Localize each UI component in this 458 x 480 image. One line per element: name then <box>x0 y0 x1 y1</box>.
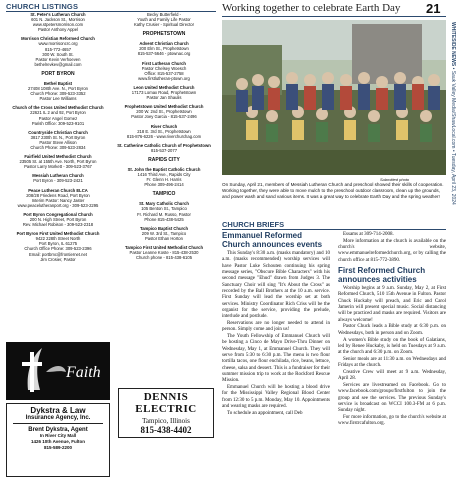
church-detail: Office: 815-537-2758 <box>144 70 184 76</box>
church-entry <box>6 36 110 67</box>
brief-paragraph: Pastor Chuck leads a Bible study at 6:30 p.m. on Wednesdays, both in person and on Zoom. <box>338 324 446 336</box>
side-folio-paper: WHITESIDE NEWS <box>450 22 456 67</box>
church-name: Bethel Baptist <box>43 80 73 86</box>
photo-caption: On Sunday, April 21, members of Messiah Lutheran Church and preschool showed their skills of cooperation. Working together, they were able to move mulch to the preschool outdoor classroom, clean up the grounds, and power wash and sand various items. It was a great way to celebrate Earth Day and the spring weather! <box>222 182 444 199</box>
church-name: Advent Christian Church <box>139 41 189 47</box>
church-detail: www.stpetersmorrison.com <box>32 22 84 28</box>
church-name: Port Byron Congregational Church <box>23 211 93 217</box>
church-entry <box>6 105 110 125</box>
church-name: Prophetstown United Methodist Church <box>124 104 204 110</box>
dennis-name-line1: DENNIS <box>143 391 189 403</box>
dykstra-law-ad <box>6 403 110 477</box>
dykstra-address: 1426 10th Avenue, Fulton <box>31 439 85 444</box>
brief-paragraph: Services are livestreamed on Facebook. Go to www.facebook.com/groups/firstfulton to join the group and see the services. The previous Sunday's service is broadcast on WCCI 100.3-FM at 6 p.m. Sunday night. <box>338 383 446 414</box>
brief-paragraph: Essams at 309-714-2008. <box>343 232 394 237</box>
church-detail: Pastor Steve Allison <box>39 139 77 145</box>
church-detail: Fr. Glenn H. Harris <box>146 177 182 183</box>
town-heading: RAPIDS CITY <box>148 156 180 163</box>
page-number: 21 <box>426 1 441 16</box>
church-entry <box>112 61 216 81</box>
brief-paragraph: A women's Bible study on the book of Galatians, led by Renee Huckaby, is held on Tuesdays at 9 a.m. at the church and 6:30 p.m. on Zoom. <box>338 337 446 356</box>
church-name: River Church <box>150 123 178 129</box>
emmanuel-headline: Emmanuel Reformed Church announces events <box>222 231 323 249</box>
church-detail: 200 W. 2nd St., Prophetstown <box>136 109 192 115</box>
church-detail: Pastor Jan Shaulis <box>146 95 182 101</box>
church-detail: Youth and Family Life Pastor <box>137 17 191 23</box>
listings-column-1 <box>6 12 110 266</box>
church-detail: 17173 Lomax Road, Prophetstown <box>131 90 197 96</box>
church-detail: 218 E. 3rd St., Prophetstown <box>137 128 191 134</box>
church-name: Tampico First United Methodist Church <box>124 245 204 250</box>
church-detail: 22621 IL 2 and 92, Port Byron <box>30 110 86 116</box>
first-reformed-body <box>338 286 446 428</box>
brief-paragraph: Senior meals are at 11:30 a.m. on Wednesdays and Fridays at the church. <box>338 356 446 369</box>
church-entry <box>6 231 110 262</box>
church-detail: www.morrisoncrc.org <box>38 41 78 47</box>
church-detail: 300 W. South St. <box>42 51 74 57</box>
church-name: St. Peter's Lutheran Church <box>30 12 86 17</box>
church-detail: www.firstlutheran-ptown.org <box>138 75 190 81</box>
briefs-column-1 <box>222 232 330 417</box>
church-detail: Parish Office: 309-523-9101 <box>31 120 85 126</box>
church-name: Port Byron First United Methodist Church <box>16 231 100 237</box>
church-detail: Interim Pastor: Nancy Jaster <box>31 197 85 203</box>
church-detail: Church phone - 815-438-6105 <box>135 255 193 261</box>
church-detail: Fr. Richard M. Russo, Pastor <box>137 211 191 217</box>
dykstra-phone: 815-589-2200 <box>43 445 73 450</box>
church-detail: 209 W. 3rd St., Tampico <box>141 230 187 236</box>
dennis-name-line2: ELECTRIC <box>135 403 197 415</box>
dykstra-tagline: In River City Mall <box>39 433 77 438</box>
page-title: Working together to celebrate Earth Day <box>222 2 401 14</box>
faith-ad <box>6 342 110 400</box>
brief-paragraph: The Youth Fellowship of Emmanuel Church will be hosting a Cinco de Mayo Drive-Thru Dinner on Wednesday, May 1, at Emmanuel Church. They will serve from 5:30 to 6:30 p.m. The menu is two flour tortilla tacos, one flour enchilada, rice, beans, lettuce, cheese, salsa and dessert. This is a fundraiser for their summer mission trip to work at the Rockford Rescue Mission. <box>222 334 330 384</box>
photo-credit: Submitted photo <box>380 177 410 182</box>
brief-paragraph: Creative Crew will meet at 9 a.m. Wednesday, April 28. <box>338 370 446 382</box>
header-rule <box>222 16 446 17</box>
church-detail: Pastor Kevin Verhoeven <box>35 56 81 62</box>
church-name: Leon United Methodist Church <box>133 84 195 90</box>
church-entry <box>6 188 110 208</box>
brief-paragraph: For more information, go to the church's website at www.firstrcafulton.org. <box>338 415 446 427</box>
church-name: St. Catherine Catholic Church of Prophetstown <box>117 142 211 148</box>
church-detail: 1416 Third Ave., Rapids City <box>137 172 191 178</box>
brief-paragraph: To schedule an appointment, call Deb <box>227 410 303 416</box>
church-detail: 815-537-5646 - ptownac.org <box>137 51 191 57</box>
church-name: Messiah Lutheran Church <box>32 173 84 179</box>
church-detail: Pastor Lee Williams <box>39 96 77 102</box>
church-entry <box>112 167 216 187</box>
dennis-phone: 815-438-4402 <box>140 425 192 435</box>
town-heading: PROPHETSTOWN <box>142 31 186 38</box>
side-folio-rest: • Sauk Valley Media/ShawLocal.com • Tuesday, April 23, 2024 <box>450 67 456 205</box>
church-name: Morrison Christian Reformed Church <box>21 36 95 42</box>
briefs-column-2 <box>338 232 446 428</box>
church-detail: Pastor Leanne Koste - 815-438-2530 <box>129 250 199 256</box>
church-entry <box>112 85 216 100</box>
dennis-electric-ad <box>118 388 214 438</box>
church-entry <box>6 12 110 32</box>
church-detail: Jim Crosier, Pastor <box>40 256 76 262</box>
church-name: St. John the Baptist Catholic Church <box>127 166 201 172</box>
dykstra-subtitle: Insurance Agency, Inc. <box>25 415 91 421</box>
church-detail: Port Byron, IL 61275 <box>38 241 78 247</box>
church-detail: 200 N. High Street, Port Byron <box>29 217 87 222</box>
church-detail: Phone 309-496-2414 <box>144 182 184 188</box>
side-folio <box>450 22 456 205</box>
church-entry <box>6 212 110 227</box>
church-detail: Pastor Angel Gomez <box>38 115 78 121</box>
brief-paragraph: Worship begins at 9 a.m. Sunday, May 2, at First Reformed Church, 510 15th Avenue in Fulton. Pastor Chuck Huckaby will preach, and Eric and Carol Jamerin will present special music. Social distancing will be practiced and masks are required. Visitors are always welcome! <box>338 286 446 323</box>
church-detail: Church Office Phone: 309-523-2396 <box>24 246 92 252</box>
faith-ad-word: Faith <box>66 364 101 381</box>
emmanuel-continued <box>338 232 446 264</box>
church-entry <box>112 226 216 241</box>
church-entry <box>6 173 110 183</box>
church-entry <box>112 143 216 153</box>
church-detail: 815-537-2077 <box>150 147 178 153</box>
church-detail: Church Phone: 309-523-3352 <box>30 91 86 97</box>
church-detail: Port Byron - 309-523-2421 <box>33 178 83 184</box>
group-photo-image <box>222 20 446 175</box>
church-name: First Lutheran Church <box>142 60 186 66</box>
church-detail: 815-876-6226 - www.riverchurchag.com <box>126 133 202 139</box>
church-detail: 23505 St. at 155th Ave. North, Port Byron <box>19 159 97 165</box>
church-detail: 9422 228th Street North <box>35 236 81 242</box>
church-detail: 3817 230th St. N., Port Byron <box>30 134 86 140</box>
church-detail: Email: portbmc@frontiernet.net <box>28 251 87 257</box>
town-heading: PORT BYRON <box>41 70 75 77</box>
dykstra-agent: Brent Dykstra, Agent <box>28 427 88 433</box>
church-name: Countryside Christian Church <box>28 129 88 135</box>
brief-paragraph: More information at the church is available on the church's website, www.emmanuelreformedchurch.org, or by calling the church office at 815-772-3890. <box>338 238 446 263</box>
brief-paragraph: This Sunday's 8:30 a.m. (masks mandatory) and 10 a.m. (masks recommended) worship services will have Pastor Luke Schouten continuing his spring message series, "Obscure Bible Characters" with his second message "Ehud" drawn from Judges 3. The Sanctuary Choir will sing "It's About the Cross" as recorded by the Ball Brothers at the 10 a.m. service. First Sunday will lead the worship set at both services. Ministry Coordinator Rich Criss will be the organist for the service, providing the prelude, interlude and postlude. <box>222 251 330 320</box>
church-detail: bethelrevkev@gmail.com <box>34 61 82 67</box>
church-detail: Pastor Anthony Appel <box>37 27 79 33</box>
church-name: Fairfield United Methodist Church <box>24 154 92 160</box>
dykstra-divider <box>13 423 103 424</box>
listings-heading: CHURCH LISTINGS <box>6 2 79 11</box>
church-entry <box>6 81 110 101</box>
town-heading: TAMPICO <box>152 191 176 198</box>
church-detail: Pastor Joey Garcia - 815-537-2496 <box>131 114 197 120</box>
earth-day-photo <box>222 20 446 175</box>
first-reformed-headline: First Reformed Church announces activities <box>338 265 426 284</box>
church-entry <box>6 130 110 150</box>
church-detail: Pastor Chelsey Woesch <box>141 65 187 71</box>
church-detail: Phone 815-438-5425 <box>144 216 184 222</box>
church-detail: 815-772-4657 <box>44 46 72 52</box>
church-name: St. Mary Catholic Church <box>139 201 189 207</box>
church-detail: Church Phone: 309-523-2834 <box>30 144 86 150</box>
church-name: Tampico Baptist Church <box>139 225 189 231</box>
church-entry <box>112 201 216 221</box>
church-entry <box>6 154 110 169</box>
brief-paragraph: Emmanuel Church will be hosting a blood drive for the Mississippi Valley Regional Blood Center from 12:30 to 5 p.m. Monday, May 10. Appointments and wearing masks are required. <box>222 384 330 409</box>
church-name: Peace Lutheran Church ELCA <box>28 187 88 193</box>
church-entry <box>112 41 216 56</box>
church-detail: Becky Butterfield - <box>147 12 181 17</box>
church-entry <box>112 245 216 260</box>
church-entry <box>112 12 216 27</box>
church-entry <box>112 124 216 139</box>
church-detail: Pastor Larry Morkett - 309-523-3767 <box>24 164 92 170</box>
emmanuel-body <box>222 251 330 417</box>
church-detail: 200 Elm St., Prophetstown <box>139 46 189 52</box>
church-name: Church of the Cross United Methodist Church <box>12 105 104 111</box>
dykstra-title: Dykstra & Law <box>30 406 86 415</box>
listings-column-2 <box>112 12 216 264</box>
brief-paragraph: Reservations are no longer needed to attend in person. Simply come and join us! <box>222 320 330 333</box>
church-detail: 208/28 Friedens Road, Port Byron <box>26 192 90 198</box>
church-detail: 105 Benton St., Tampico <box>141 206 187 212</box>
church-detail: Rev. Michael Robison - 309-523-2318 <box>22 222 94 228</box>
briefs-rule <box>222 229 446 230</box>
church-detail: 27408 108th Ave. N., Port Byron <box>28 86 88 92</box>
briefs-heading: CHURCH BRIEFS <box>222 220 285 229</box>
dennis-town: Tampico, Illinois <box>142 417 190 425</box>
church-detail: Pastor Ethan Horton <box>145 235 183 241</box>
church-detail: www.peacelutheranport.org - 309-523-2295 <box>17 202 99 208</box>
church-detail: 601 N. Jackson St., Morrison <box>31 17 85 23</box>
church-entry <box>112 104 216 119</box>
church-detail: Kathy Crusier - Spiritual Director <box>133 22 195 28</box>
